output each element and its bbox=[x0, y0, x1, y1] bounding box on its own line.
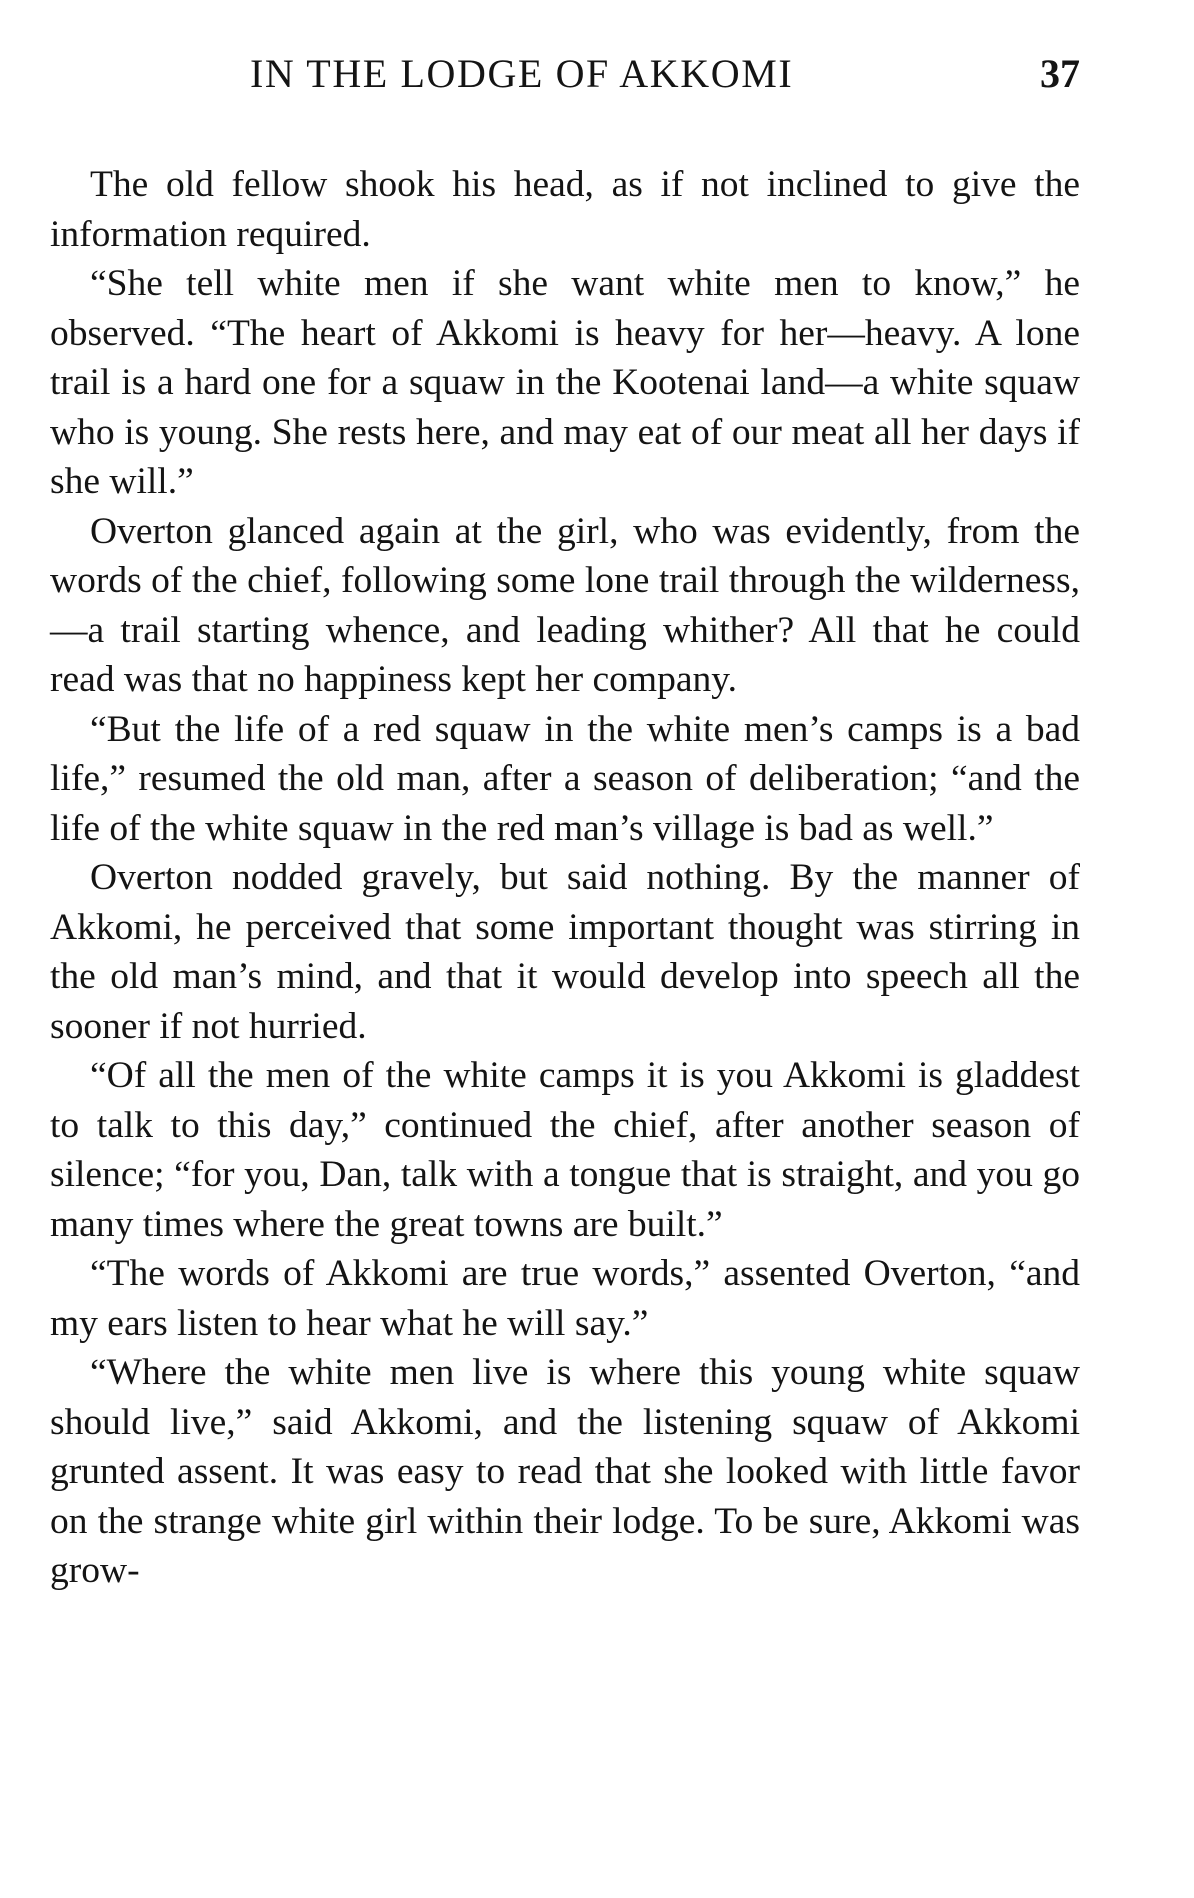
running-head bbox=[50, 40, 1080, 100]
paragraph-8: “Where the white men live is where this young white squaw should live,” said Akkomi, and the listening squaw of Akkomi grunted assent. It was easy to read that she looked with little favor on the strange white girl within their lodge. To be sure, Akkomi was grow- bbox=[50, 1352, 1080, 1591]
paragraph-6: “Of all the men of the white camps it is you Akkomi is gladdest to talk to this day,” continued the chief, after another season of silence; “for you, Dan, talk with a tongue that is straight, and you go many times where the great towns are built.” bbox=[50, 1055, 1080, 1245]
paragraph-5: Overton nodded gravely, but said nothing. By the manner of Akkomi, he perceived that some important thought was stirring in the old man’s mind, and that it would develop into speech all the sooner if not hurried. bbox=[50, 857, 1080, 1047]
book-page bbox=[50, 40, 1080, 1860]
paragraph-3: Overton glanced again at the girl, who was evidently, from the words of the chief, following some lone trail through the wilderness,—a trail starting whence, and leading whither? All that he could read was that no happiness kept her company. bbox=[50, 510, 1080, 700]
running-title: IN THE LODGE OF AKKOMI bbox=[250, 51, 794, 96]
paragraph-1: The old fellow shook his head, as if not inclined to give the information required. bbox=[50, 164, 1080, 255]
paragraph-7: “The words of Akkomi are true words,” assented Overton, “and my ears listen to hear what he will say.” bbox=[50, 1253, 1080, 1344]
body-text bbox=[50, 160, 1080, 1596]
paragraph-4: “But the life of a red squaw in the white men’s camps is a bad life,” resumed the old man, after a season of deliberation; “and the life of the white squaw in the red man’s village is bad as well.” bbox=[50, 708, 1080, 849]
page-number: 37 bbox=[1040, 51, 1080, 96]
paragraph-2: “She tell white men if she want white men to know,” he observed. “The heart of Akkomi is heavy for her—heavy. A lone trail is a hard one for a squaw in the Kootenai land—a white squaw who is young. She rests here, and may eat of our meat all her days if she will.” bbox=[50, 263, 1080, 502]
